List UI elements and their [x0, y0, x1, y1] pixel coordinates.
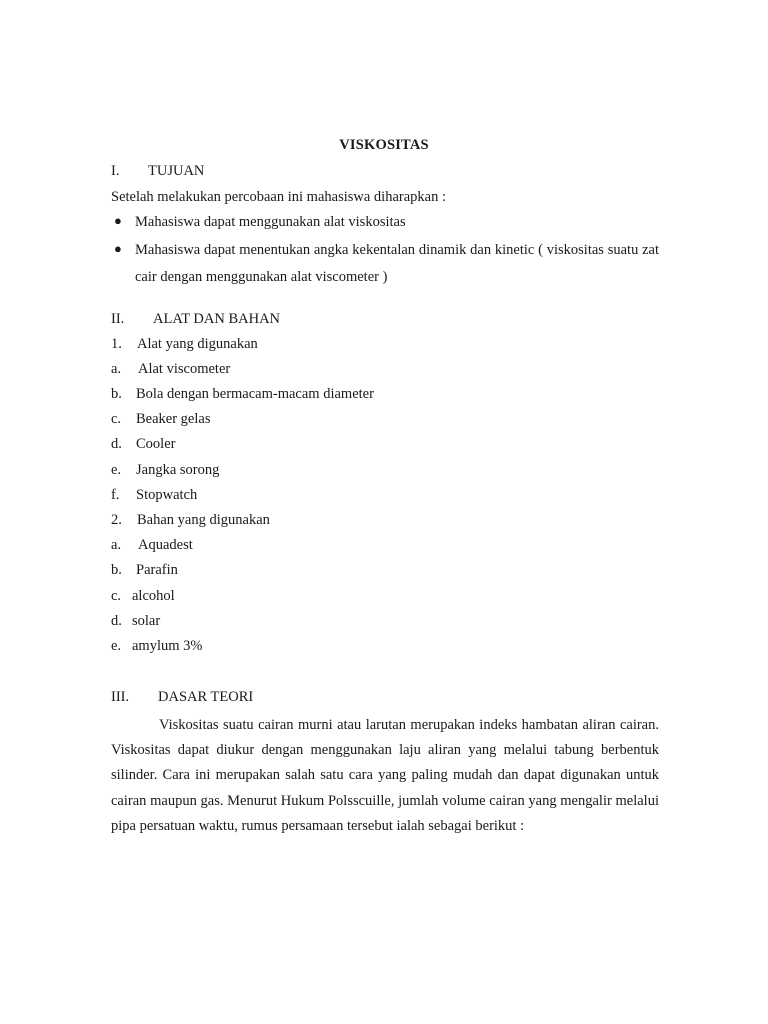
list-text: Alat viscometer	[138, 361, 231, 377]
list-item	[111, 537, 193, 554]
section-2-number: II.	[111, 311, 125, 327]
list-letter: c.	[111, 411, 122, 427]
list-text: Bola dengan bermacam-macam diameter	[136, 386, 374, 402]
section-2-title: ALAT DAN BAHAN	[153, 311, 281, 327]
bullet-text: Mahasiswa dapat menggunakan alat viskositas	[135, 214, 406, 230]
list-item	[111, 361, 230, 378]
list-item	[111, 386, 374, 403]
list-letter: d.	[111, 613, 122, 629]
section-3-title: DASAR TEORI	[158, 689, 254, 705]
list-text: amylum 3%	[132, 638, 203, 654]
bullet-icon: ●	[114, 241, 122, 256]
list-text: alcohol	[132, 588, 175, 604]
section-3-paragraph: Viskositas suatu cairan murni atau larutan merupakan indeks hambatan aliran cairan. Viskositas dapat diukur dengan menggunakan laju aliran yang melalui tabung berbentuk silinder. Cara ini merupakan salah satu cara yang paling mudah dan dapat digunakan untuk cairan maupun gas. Menurut Hukum Polsscuille, jumlah volume cairan yang mengalir melalui pipa persatuan waktu, rumus persamaan tersebut ialah sebagai berikut :	[111, 717, 659, 834]
list-item	[111, 588, 175, 605]
list-item	[111, 462, 219, 479]
list-item	[111, 487, 197, 504]
list-text: solar	[132, 613, 161, 629]
list-letter: a.	[111, 537, 122, 553]
bullet-icon: ●	[114, 213, 122, 228]
list-number: 1.	[111, 336, 122, 352]
list-text: Beaker gelas	[136, 411, 211, 427]
list-item	[111, 638, 202, 655]
list-letter: b.	[111, 562, 122, 578]
list-letter: f.	[111, 487, 120, 503]
list-text: Cooler	[136, 436, 176, 452]
list-number: 2.	[111, 512, 122, 528]
list-item	[111, 512, 270, 529]
bullet-text: Mahasiswa dapat menentukan angka kekentalan dinamik dan kinetic ( viskositas suatu zat cair dengan menggunakan alat viscometer )	[135, 242, 659, 285]
list-text: Stopwatch	[136, 487, 198, 503]
list-item	[111, 336, 258, 353]
list-item	[111, 562, 178, 579]
list-text: Jangka sorong	[136, 462, 220, 478]
list-letter: d.	[111, 436, 122, 452]
section-1-number: I.	[111, 163, 120, 179]
section-2-heading	[111, 311, 280, 328]
list-letter: a.	[111, 361, 122, 377]
list-letter: e.	[111, 638, 122, 654]
section-1-intro: Setelah melakukan percobaan ini mahasiswa diharapkan :	[111, 189, 446, 205]
section-1-heading	[111, 163, 204, 180]
list-text: Bahan yang digunakan	[137, 512, 270, 528]
section-1-title: TUJUAN	[148, 163, 205, 179]
section-3-heading	[111, 689, 253, 706]
document-title: VISKOSITAS	[339, 137, 429, 153]
list-text: Aquadest	[138, 537, 193, 553]
list-text: Alat yang digunakan	[137, 336, 258, 352]
list-text: Parafin	[136, 562, 178, 578]
list-letter: e.	[111, 462, 122, 478]
list-item	[111, 613, 160, 630]
list-letter: b.	[111, 386, 122, 402]
list-item	[111, 411, 210, 428]
list-letter: c.	[111, 588, 122, 604]
list-item	[111, 436, 175, 453]
section-3-number: III.	[111, 689, 130, 705]
